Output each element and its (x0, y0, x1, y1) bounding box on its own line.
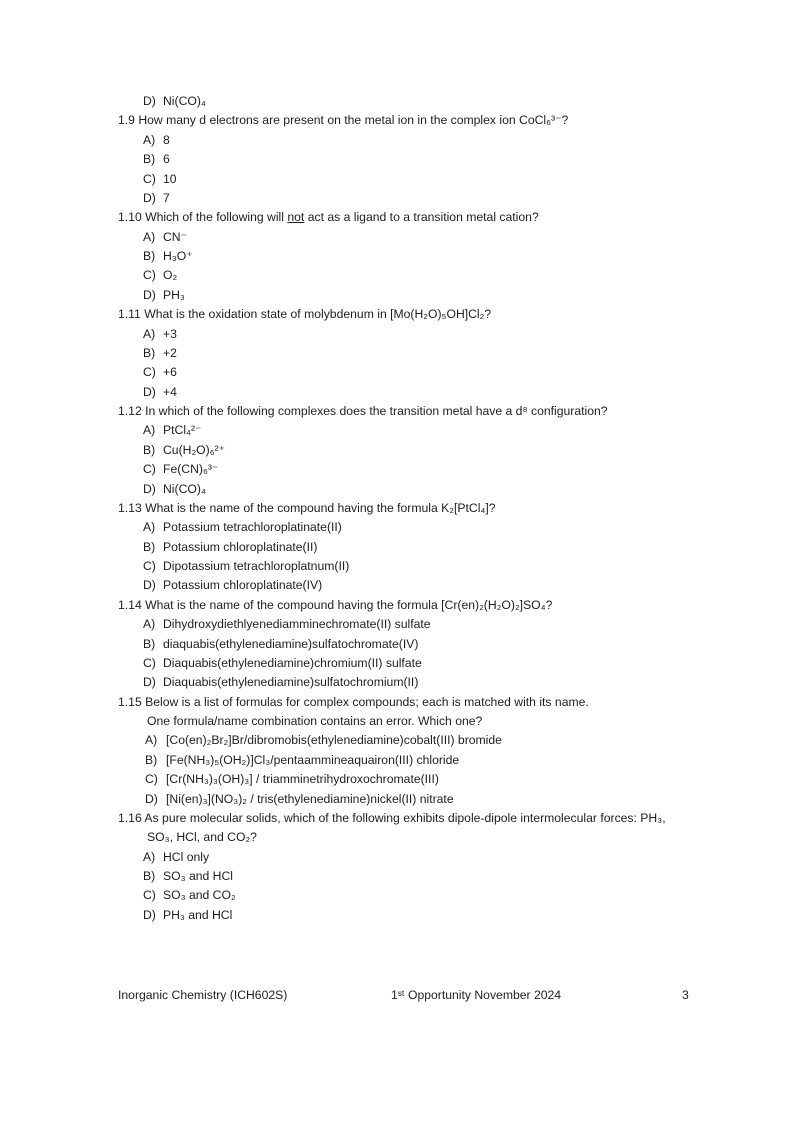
question-text: SO₃, HCl, and CO₂? (147, 830, 257, 845)
answer-option (0, 557, 794, 576)
question-text: 1.9 How many d electrons are present on the metal ion in the complex ion CoCl₆³⁻? (118, 113, 569, 128)
option-text: Dihydroxydiethlyenediamminechromate(II) sulfate (163, 617, 431, 632)
option-text: Potassium chloroplatinate(IV) (163, 578, 323, 593)
answer-option (0, 867, 794, 886)
question-text: One formula/name combination contains an error. Which one? (147, 714, 483, 728)
option-label: B) (143, 249, 156, 263)
option-label: D) (143, 907, 156, 922)
question-continuation (0, 712, 794, 731)
answer-option (0, 518, 794, 537)
option-label: C) (143, 171, 156, 186)
option-label: B) (143, 345, 156, 360)
answer-option (0, 751, 794, 770)
option-text: 6 (163, 152, 170, 167)
answer-option (0, 344, 794, 363)
option-text: PH₃ (163, 287, 185, 302)
option-text: diaquabis(ethylenediamine)sulfatochromate(IV) (163, 636, 419, 651)
option-label: D) (145, 791, 158, 806)
question (0, 499, 794, 518)
option-text: 10 (163, 171, 177, 186)
option-label: C) (143, 365, 156, 380)
answer-option (0, 247, 794, 266)
question-text: 1.10 Which of the following will (118, 210, 288, 225)
option-label: D) (143, 190, 156, 205)
answer-option (0, 189, 794, 208)
option-text: O₂ (163, 268, 178, 283)
option-text: Dipotassium tetrachloroplatnum(II) (163, 559, 350, 573)
option-text: +3 (163, 326, 177, 341)
question-continuation (0, 828, 794, 847)
answer-option (0, 635, 794, 654)
option-label: A) (143, 617, 156, 632)
answer-option (0, 906, 794, 925)
option-text: [Co(en)₂Br₂]Br/dibromobis(ethylenediamine)cobalt(III) bromide (166, 733, 502, 748)
option-text: [Fe(NH₃)₅(OH₂)]Cl₃/pentaammineaquairon(III) chloride (166, 752, 460, 767)
option-text: SO₃ and HCl (163, 869, 233, 883)
option-label: B) (145, 752, 158, 767)
option-label: A) (143, 520, 156, 535)
footer-page-number: 3 (682, 988, 689, 1002)
question (0, 596, 794, 615)
option-label: C) (145, 772, 158, 787)
answer-option (0, 576, 794, 595)
answer-option (0, 731, 794, 750)
option-text: 8 (163, 132, 170, 147)
answer-option (0, 538, 794, 557)
answer-option (0, 92, 794, 111)
option-label: A) (143, 132, 156, 147)
option-text: Cu(H₂O)₆²⁺ (163, 442, 226, 457)
option-text: 7 (163, 190, 170, 205)
answer-option (0, 363, 794, 382)
question-text: 1.16 As pure molecular solids, which of the following exhibits dipole-dipole intermolecular forces: PH₃, (118, 810, 666, 825)
answer-option (0, 886, 794, 905)
answer-option (0, 131, 794, 150)
option-label: B) (143, 636, 156, 651)
option-text: Diaquabis(ethylenediamine)sulfatochromium(II) (163, 675, 419, 690)
option-text: PH₃ and HCl (163, 907, 233, 922)
answer-option (0, 790, 794, 809)
answer-option (0, 848, 794, 867)
option-text: +6 (163, 365, 177, 380)
footer-opportunity: 1ˢᵗ Opportunity November 2024 (391, 988, 562, 1002)
answer-option (0, 441, 794, 460)
option-label: B) (143, 152, 156, 167)
answer-option (0, 770, 794, 789)
option-label: A) (143, 229, 156, 244)
footer-course: Inorganic Chemistry (ICH602S) (118, 988, 288, 1002)
option-label: D) (143, 578, 156, 593)
option-label: D) (143, 481, 156, 496)
option-label: D) (143, 94, 156, 108)
option-text: H₃O⁺ (163, 249, 193, 263)
question (0, 208, 794, 227)
option-label: D) (143, 675, 156, 690)
question-text: 1.15 Below is a list of formulas for complex compounds; each is matched with its name. (118, 694, 589, 709)
option-label: B) (143, 442, 156, 457)
question-text: 1.11 What is the oxidation state of molybdenum in [Mo(H₂O)₅OH]Cl₂? (118, 307, 492, 322)
answer-option (0, 460, 794, 479)
option-label: A) (143, 849, 156, 864)
exam-questions (0, 92, 794, 925)
option-text: CN⁻ (163, 229, 188, 244)
option-label: A) (143, 326, 156, 341)
answer-option (0, 383, 794, 402)
question (0, 305, 794, 324)
option-label: C) (143, 559, 156, 573)
answer-option (0, 150, 794, 169)
question-text: 1.13 What is the name of the compound having the formula K₂[PtCl₄]? (118, 500, 496, 515)
question (0, 111, 794, 130)
question (0, 402, 794, 421)
option-text: Ni(CO)₄ (163, 94, 206, 108)
question-text: 1.12 In which of the following complexes does the transition metal have a d⁸ configuration? (118, 404, 608, 418)
option-label: C) (143, 268, 156, 283)
option-text: SO₃ and CO₂ (163, 888, 236, 903)
underlined-word: not (287, 210, 305, 225)
answer-option (0, 421, 794, 440)
option-text: Diaquabis(ethylenediamine)chromium(II) sulfate (163, 655, 422, 670)
option-label: A) (145, 733, 158, 748)
option-text: Fe(CN)₆³⁻ (163, 462, 219, 477)
answer-option (0, 615, 794, 634)
answer-option (0, 228, 794, 247)
answer-option (0, 170, 794, 189)
option-label: B) (143, 539, 156, 554)
answer-option (0, 480, 794, 499)
answer-option (0, 654, 794, 673)
option-label: C) (143, 462, 156, 477)
option-label: D) (143, 287, 156, 302)
question-text-rest: act as a ligand to a transition metal cation? (304, 210, 539, 225)
option-text: Potassium chloroplatinate(II) (163, 539, 318, 554)
answer-option (0, 266, 794, 285)
option-text: Potassium tetrachloroplatinate(II) (163, 520, 342, 535)
option-label: C) (143, 888, 156, 903)
question-text: 1.14 What is the name of the compound having the formula [Cr(en)₂(H₂O)₂]SO₄? (118, 597, 553, 612)
option-text: [Cr(NH₃)₃(OH)₃] / triamminetrihydroxochromate(III) (166, 772, 439, 787)
answer-option (0, 286, 794, 305)
option-text: [Ni(en)₃](NO₃)₂ / tris(ethylenediamine)nickel(II) nitrate (166, 791, 454, 806)
option-text: HCl only (163, 849, 210, 864)
option-label: B) (143, 869, 156, 883)
question (0, 693, 794, 712)
option-label: D) (143, 384, 156, 399)
answer-option (0, 673, 794, 692)
option-label: A) (143, 423, 156, 438)
option-text: Ni(CO)₄ (163, 481, 206, 496)
option-text: +2 (163, 345, 177, 360)
option-label: C) (143, 655, 156, 670)
option-text: PtCl₄²⁻ (163, 423, 202, 438)
answer-option (0, 325, 794, 344)
option-text: +4 (163, 384, 177, 399)
question (0, 809, 794, 828)
